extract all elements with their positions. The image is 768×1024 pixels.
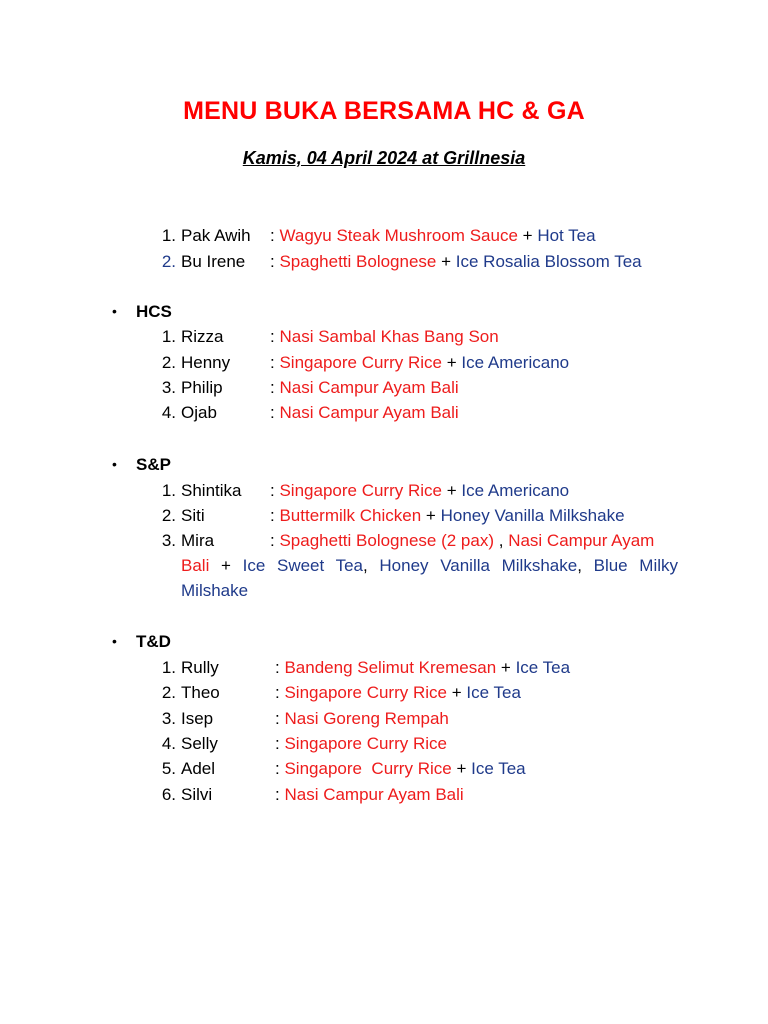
section-title-td: T&D: [136, 632, 171, 651]
item-number: 3.: [161, 709, 176, 728]
item-name: Rully: [181, 658, 219, 677]
item-name: Shintika: [181, 481, 242, 500]
item-name: Theo: [181, 683, 220, 702]
item-name: Philip: [181, 378, 223, 397]
item-name: Mira: [181, 531, 215, 550]
item-number: 4.: [161, 734, 176, 753]
item-number: 4.: [161, 403, 176, 422]
item-number: 1.: [161, 481, 176, 500]
item-number: 3.: [161, 531, 176, 550]
item-order: : Nasi Campur Ayam Bali: [270, 378, 459, 397]
item-number: 1.: [161, 327, 176, 346]
item-order: : Wagyu Steak Mushroom Sauce + Hot Tea: [270, 226, 596, 245]
item-order: : Nasi Campur Ayam Bali: [275, 785, 464, 804]
item-order: : Singapore Curry Rice + Ice Americano: [270, 481, 570, 500]
item-name: Adel: [181, 759, 216, 778]
item-order: : Spaghetti Bolognese (2 pax) , Nasi Campur Ayam: [270, 531, 655, 550]
item-order: : Singapore Curry Rice + Ice Tea: [275, 759, 526, 778]
item-name: Pak Awih: [181, 226, 251, 245]
item-name: Bu Irene: [181, 252, 246, 271]
item-order: : Nasi Goreng Rempah: [275, 709, 449, 728]
item-number: 2.: [161, 252, 176, 271]
item-number: 2.: [161, 353, 176, 372]
item-order: : Buttermilk Chicken + Honey Vanilla Milkshake: [270, 506, 625, 525]
item-order: : Bandeng Selimut Kremesan + Ice Tea: [275, 658, 571, 677]
section-title-sp: S&P: [136, 455, 171, 474]
item-order: : Nasi Sambal Khas Bang Son: [270, 327, 499, 346]
item-order: : Nasi Campur Ayam Bali: [270, 403, 459, 422]
item-name: Isep: [181, 709, 214, 728]
item-number: 2.: [161, 506, 176, 525]
item-name: Silvi: [181, 785, 213, 804]
bullet-icon: •: [112, 633, 117, 649]
item-name: Siti: [181, 506, 205, 525]
bullet-icon: •: [112, 456, 117, 472]
item-name: Henny: [181, 353, 231, 372]
list-item-continuation: Bali + Ice Sweet Tea, Honey Vanilla Milkshake, Blue Milky: [181, 556, 679, 575]
item-number: 2.: [161, 683, 176, 702]
item-name: Selly: [181, 734, 218, 753]
page-subtitle: Kamis, 04 April 2024 at Grillnesia: [242, 148, 526, 168]
item-order: : Singapore Curry Rice + Ice Tea: [275, 683, 521, 702]
item-number: 6.: [161, 785, 176, 804]
item-order: : Singapore Curry Rice: [275, 734, 447, 753]
item-order: : Spaghetti Bolognese + Ice Rosalia Blossom Tea: [270, 252, 642, 271]
section-title-hcs: HCS: [136, 302, 172, 321]
page-title: MENU BUKA BERSAMA HC & GA: [183, 97, 585, 125]
item-name: Ojab: [181, 403, 217, 422]
item-number: 1.: [161, 658, 176, 677]
bullet-icon: •: [112, 303, 117, 319]
item-number: 1.: [161, 226, 176, 245]
item-number: 3.: [161, 378, 176, 397]
item-number: 5.: [161, 759, 176, 778]
list-item-continuation: Milshake: [181, 581, 249, 600]
item-order: : Singapore Curry Rice + Ice Americano: [270, 353, 570, 372]
item-name: Rizza: [181, 327, 224, 346]
